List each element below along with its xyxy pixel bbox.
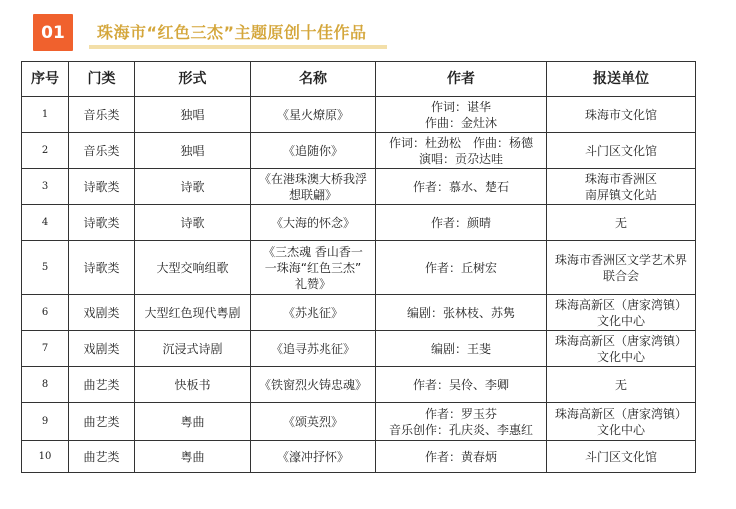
title-underline — [89, 45, 387, 49]
table-row — [22, 441, 696, 473]
category-cell: 诗歌类 — [69, 241, 135, 295]
category-cell: 诗歌类 — [69, 169, 135, 205]
unit-cell-line: 无 — [614, 215, 627, 230]
author-cell-line: 作者：颜晴 — [430, 215, 491, 230]
author-cell — [376, 205, 547, 241]
unit-cell — [547, 133, 696, 169]
author-cell-line: 作词：谌华 — [430, 99, 491, 114]
unit-cell — [547, 331, 696, 367]
category-cell: 诗歌类 — [69, 205, 135, 241]
work-name-cell — [251, 97, 376, 133]
table-row — [22, 403, 696, 441]
author-cell-line: 作者：慕水、楚石 — [412, 179, 509, 194]
unit-cell-line: 文化中心 — [596, 313, 645, 328]
unit-cell — [547, 205, 696, 241]
table-row — [22, 295, 696, 331]
unit-cell-line: 珠海高新区（唐家湾镇） — [554, 406, 687, 421]
work-name-cell-line: 《苏兆征》 — [282, 305, 343, 320]
work-name-cell — [251, 441, 376, 473]
unit-cell-line: 文化中心 — [596, 349, 645, 364]
column-no-header: 序号 — [22, 62, 69, 97]
unit-cell — [547, 295, 696, 331]
category-cell: 音乐类 — [69, 97, 135, 133]
author-cell-line: 作者：罗玉芬 — [424, 406, 497, 421]
work-name-cell-line: 礼赞》 — [294, 276, 331, 291]
category-cell: 戏剧类 — [69, 295, 135, 331]
unit-cell-line: 斗门区文化馆 — [584, 449, 657, 464]
row-number-cell: 10 — [22, 441, 69, 473]
table-row — [22, 133, 696, 169]
category-cell: 戏剧类 — [69, 331, 135, 367]
work-name-cell — [251, 295, 376, 331]
unit-cell — [547, 441, 696, 473]
table-row — [22, 331, 696, 367]
form-cell: 大型红色现代粤剧 — [135, 295, 251, 331]
author-cell-line: 作者：吴伶、李卿 — [412, 377, 509, 392]
column-form-header: 形式 — [135, 62, 251, 97]
row-number-cell: 6 — [22, 295, 69, 331]
work-name-cell — [251, 205, 376, 241]
column-category-header: 门类 — [69, 62, 135, 97]
work-name-cell-line: 想联翩》 — [288, 187, 337, 202]
column-author-header: 作者 — [376, 62, 547, 97]
category-cell: 音乐类 — [69, 133, 135, 169]
table-row — [22, 241, 696, 295]
form-cell: 快板书 — [135, 367, 251, 403]
form-cell: 独唱 — [135, 97, 251, 133]
work-name-cell-line: 《在港珠澳大桥我浮 — [258, 171, 367, 186]
unit-cell-line: 文化中心 — [596, 422, 645, 437]
author-cell — [376, 403, 547, 441]
column-name-header: 名称 — [251, 62, 376, 97]
work-name-cell-line: 《三杰魂 香山香一 — [263, 244, 363, 259]
unit-cell — [547, 367, 696, 403]
unit-cell-line: 珠海高新区（唐家湾镇） — [554, 297, 687, 312]
form-cell: 大型交响组歌 — [135, 241, 251, 295]
author-cell-line: 作者：丘树宏 — [424, 260, 497, 275]
unit-cell — [547, 403, 696, 441]
row-number-cell: 9 — [22, 403, 69, 441]
table-row — [22, 169, 696, 205]
author-cell — [376, 441, 547, 473]
table-header-row — [22, 62, 696, 97]
work-name-cell — [251, 241, 376, 295]
unit-cell-line: 珠海市香洲区文学艺术界 — [554, 252, 687, 267]
row-number-cell: 1 — [22, 97, 69, 133]
author-cell — [376, 367, 547, 403]
work-name-cell-line: 《星火燎原》 — [276, 107, 349, 122]
author-cell-line: 编剧：王斐 — [430, 341, 491, 356]
work-name-cell-line: 《濠冲抒怀》 — [276, 449, 349, 464]
unit-cell-line: 联合会 — [602, 268, 639, 283]
form-cell: 沉浸式诗剧 — [135, 331, 251, 367]
table-row — [22, 367, 696, 403]
category-cell: 曲艺类 — [69, 367, 135, 403]
work-name-cell-line: 《铁窗烈火铸忠魂》 — [258, 377, 367, 392]
form-cell: 诗歌 — [135, 205, 251, 241]
row-number-cell: 7 — [22, 331, 69, 367]
row-number-cell: 3 — [22, 169, 69, 205]
author-cell-line: 作曲：金灶沐 — [424, 115, 497, 130]
section-number-badge: 01 — [33, 14, 73, 51]
unit-cell — [547, 169, 696, 205]
table-row — [22, 205, 696, 241]
row-number-cell: 5 — [22, 241, 69, 295]
form-cell: 独唱 — [135, 133, 251, 169]
author-cell-line: 音乐创作：孔庆炎、李惠红 — [388, 422, 533, 437]
work-name-cell-line: 《追寻苏兆征》 — [270, 341, 355, 356]
row-number-cell: 8 — [22, 367, 69, 403]
work-name-cell — [251, 367, 376, 403]
unit-cell — [547, 241, 696, 295]
row-number-cell: 4 — [22, 205, 69, 241]
author-cell-line: 作词：杜劲松 作曲：杨德 — [388, 135, 533, 150]
author-cell — [376, 331, 547, 367]
form-cell: 粤曲 — [135, 441, 251, 473]
category-cell: 曲艺类 — [69, 441, 135, 473]
work-name-cell-line: 《颂英烈》 — [282, 414, 343, 429]
table-body — [22, 97, 696, 473]
author-cell — [376, 241, 547, 295]
work-name-cell — [251, 133, 376, 169]
unit-cell-line: 珠海高新区（唐家湾镇） — [554, 333, 687, 348]
work-name-cell-line: 一珠海“红色三杰” — [264, 260, 362, 275]
author-cell — [376, 169, 547, 205]
row-number-cell: 2 — [22, 133, 69, 169]
unit-cell — [547, 97, 696, 133]
author-cell — [376, 133, 547, 169]
author-cell-line: 作者：黄春炳 — [424, 449, 497, 464]
author-cell-line: 演唱：贡尕达哇 — [418, 151, 503, 166]
work-name-cell-line: 《追随你》 — [282, 143, 343, 158]
form-cell: 粤曲 — [135, 403, 251, 441]
work-name-cell — [251, 403, 376, 441]
unit-cell-line: 南屏镇文化站 — [584, 187, 657, 202]
column-unit-header: 报送单位 — [547, 62, 696, 97]
work-name-cell-line: 《大海的怀念》 — [270, 215, 355, 230]
works-table — [21, 61, 696, 473]
page-title: 珠海市“红色三杰”主题原创十佳作品 — [97, 23, 367, 42]
unit-cell-line: 无 — [614, 377, 627, 392]
work-name-cell — [251, 331, 376, 367]
unit-cell-line: 珠海市香洲区 — [584, 171, 657, 186]
category-cell: 曲艺类 — [69, 403, 135, 441]
author-cell — [376, 97, 547, 133]
author-cell-line: 编剧：张林枝、苏隽 — [406, 305, 515, 320]
form-cell: 诗歌 — [135, 169, 251, 205]
unit-cell-line: 珠海市文化馆 — [584, 107, 657, 122]
work-name-cell — [251, 169, 376, 205]
table-row — [22, 97, 696, 133]
author-cell — [376, 295, 547, 331]
unit-cell-line: 斗门区文化馆 — [584, 143, 657, 158]
